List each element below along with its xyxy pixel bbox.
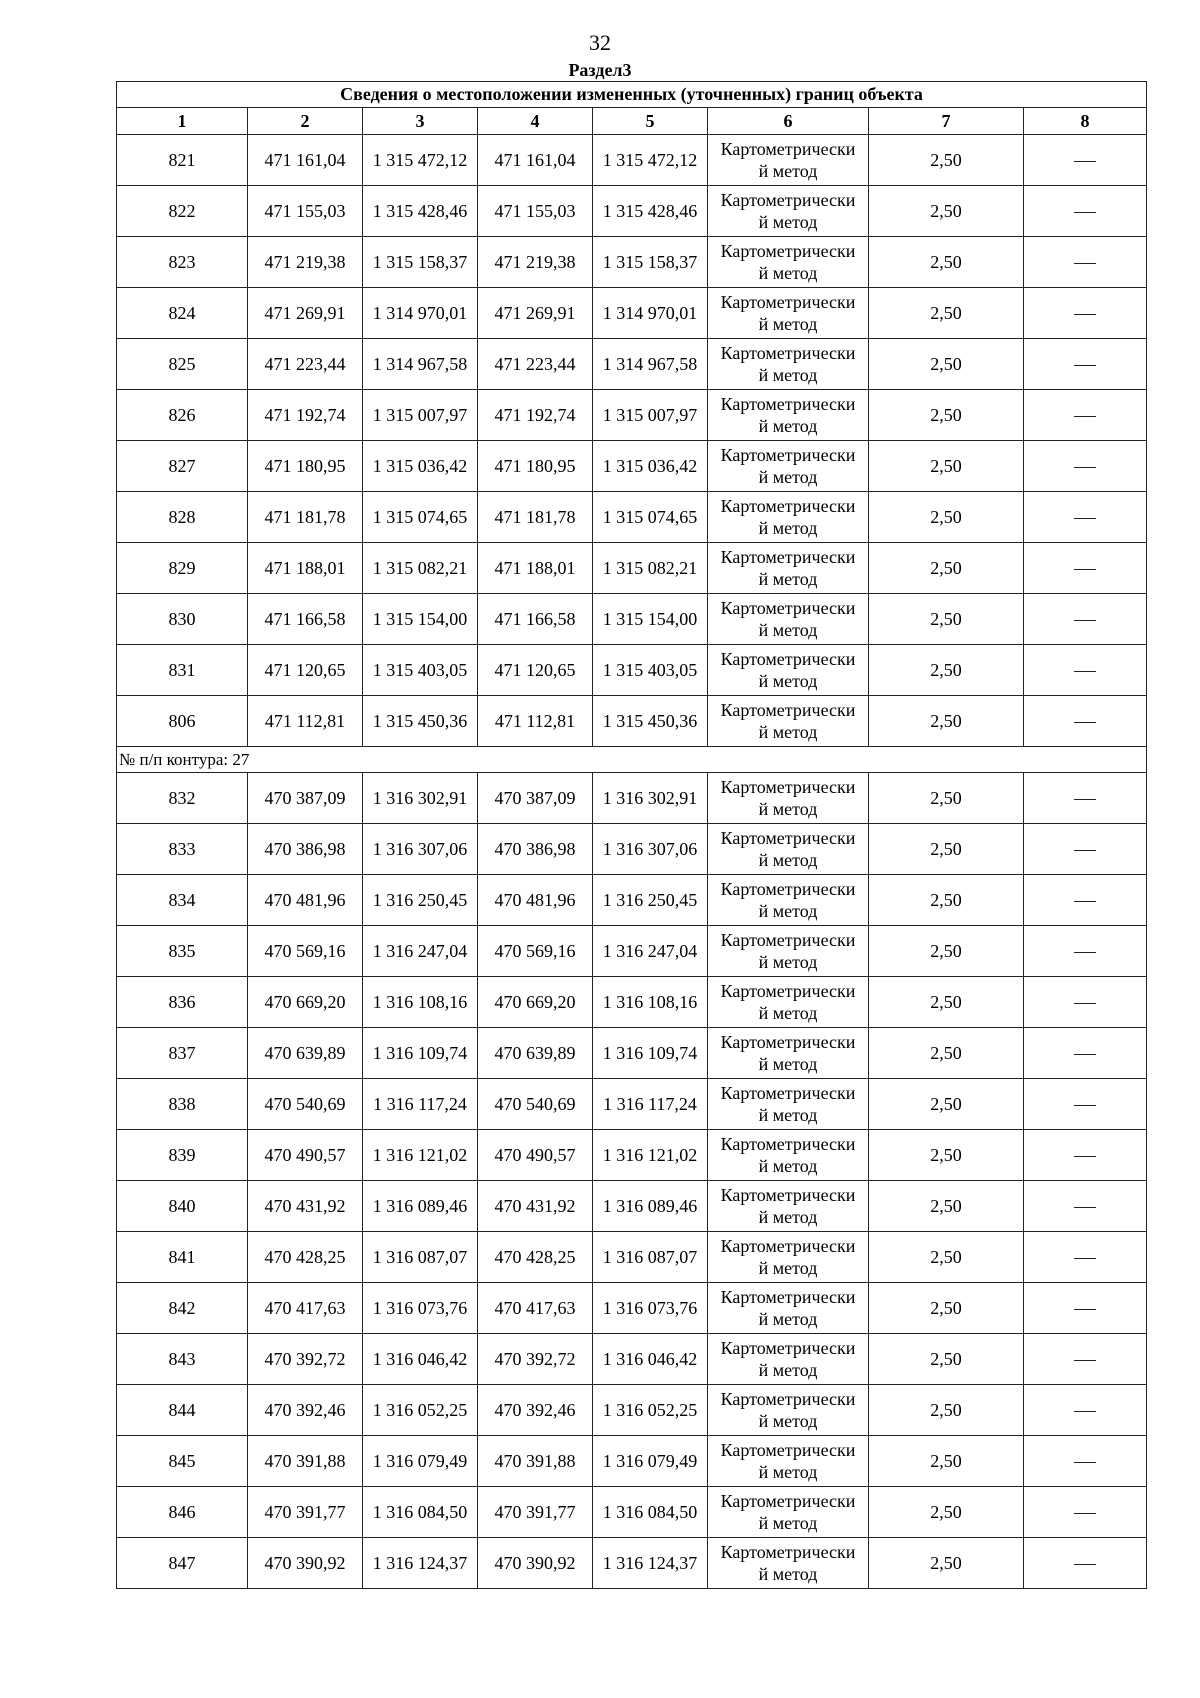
table-row bbox=[117, 1334, 1147, 1385]
table-row bbox=[117, 696, 1147, 747]
y-existing-cell: 1 315 428,46 bbox=[363, 186, 478, 237]
point-number-cell: 836 bbox=[117, 977, 248, 1028]
y-new-cell: 1 315 158,37 bbox=[593, 237, 708, 288]
section-title: Раздел3 bbox=[568, 60, 632, 80]
method-cell: Картометрически й метод bbox=[708, 237, 869, 288]
accuracy-cell: 2,50 bbox=[869, 875, 1024, 926]
x-new-cell: 470 386,98 bbox=[478, 824, 593, 875]
x-new-cell: 470 569,16 bbox=[478, 926, 593, 977]
contour-label: № п/п контура: 27 bbox=[117, 747, 1147, 773]
point-number-cell: 838 bbox=[117, 1079, 248, 1130]
x-new-cell: 470 417,63 bbox=[478, 1283, 593, 1334]
point-number-cell: 828 bbox=[117, 492, 248, 543]
y-new-cell: 1 316 079,49 bbox=[593, 1436, 708, 1487]
x-existing-cell: 470 417,63 bbox=[248, 1283, 363, 1334]
point-number-cell: 844 bbox=[117, 1385, 248, 1436]
y-existing-cell: 1 316 250,45 bbox=[363, 875, 478, 926]
y-new-cell: 1 315 082,21 bbox=[593, 543, 708, 594]
table-row bbox=[117, 645, 1147, 696]
y-new-cell: 1 315 472,12 bbox=[593, 135, 708, 186]
dash-mark bbox=[1074, 365, 1096, 366]
y-new-cell: 1 315 007,97 bbox=[593, 390, 708, 441]
table-row bbox=[117, 1436, 1147, 1487]
accuracy-cell: 2,50 bbox=[869, 390, 1024, 441]
dash-mark bbox=[1074, 1003, 1096, 1004]
y-new-cell: 1 316 084,50 bbox=[593, 1487, 708, 1538]
y-new-cell: 1 315 036,42 bbox=[593, 441, 708, 492]
method-cell: Картометрически й метод bbox=[708, 339, 869, 390]
x-new-cell: 471 192,74 bbox=[478, 390, 593, 441]
y-existing-cell: 1 316 117,24 bbox=[363, 1079, 478, 1130]
x-existing-cell: 471 180,95 bbox=[248, 441, 363, 492]
table-row bbox=[117, 390, 1147, 441]
dash-mark bbox=[1074, 161, 1096, 162]
description-cell bbox=[1024, 875, 1147, 926]
point-number-cell: 846 bbox=[117, 1487, 248, 1538]
table-row bbox=[117, 288, 1147, 339]
x-new-cell: 470 428,25 bbox=[478, 1232, 593, 1283]
y-new-cell: 1 314 967,58 bbox=[593, 339, 708, 390]
dash-mark bbox=[1074, 722, 1096, 723]
method-cell: Картометрически й метод bbox=[708, 926, 869, 977]
x-new-cell: 471 188,01 bbox=[478, 543, 593, 594]
x-new-cell: 471 120,65 bbox=[478, 645, 593, 696]
accuracy-cell: 2,50 bbox=[869, 926, 1024, 977]
method-cell: Картометрически й метод bbox=[708, 1436, 869, 1487]
y-existing-cell: 1 315 158,37 bbox=[363, 237, 478, 288]
accuracy-cell: 2,50 bbox=[869, 1334, 1024, 1385]
dash-mark bbox=[1074, 620, 1096, 621]
y-new-cell: 1 316 109,74 bbox=[593, 1028, 708, 1079]
x-existing-cell: 470 639,89 bbox=[248, 1028, 363, 1079]
method-cell: Картометрически й метод bbox=[708, 1283, 869, 1334]
page-number: 32 bbox=[589, 30, 611, 55]
accuracy-cell: 2,50 bbox=[869, 1436, 1024, 1487]
accuracy-cell: 2,50 bbox=[869, 1283, 1024, 1334]
y-new-cell: 1 315 403,05 bbox=[593, 645, 708, 696]
table-row bbox=[117, 977, 1147, 1028]
dash-mark bbox=[1074, 1360, 1096, 1361]
dash-mark bbox=[1074, 569, 1096, 570]
accuracy-cell: 2,50 bbox=[869, 339, 1024, 390]
x-new-cell: 470 392,72 bbox=[478, 1334, 593, 1385]
dash-mark bbox=[1074, 1207, 1096, 1208]
x-existing-cell: 470 481,96 bbox=[248, 875, 363, 926]
description-cell bbox=[1024, 594, 1147, 645]
y-existing-cell: 1 316 109,74 bbox=[363, 1028, 478, 1079]
description-cell bbox=[1024, 1130, 1147, 1181]
point-number-cell: 826 bbox=[117, 390, 248, 441]
point-number-cell: 840 bbox=[117, 1181, 248, 1232]
method-cell: Картометрически й метод bbox=[708, 390, 869, 441]
y-existing-cell: 1 316 052,25 bbox=[363, 1385, 478, 1436]
y-new-cell: 1 316 117,24 bbox=[593, 1079, 708, 1130]
table-row bbox=[117, 441, 1147, 492]
y-existing-cell: 1 315 154,00 bbox=[363, 594, 478, 645]
y-new-cell: 1 316 108,16 bbox=[593, 977, 708, 1028]
dash-mark bbox=[1074, 467, 1096, 468]
table-row bbox=[117, 492, 1147, 543]
accuracy-cell: 2,50 bbox=[869, 237, 1024, 288]
point-number-cell: 832 bbox=[117, 773, 248, 824]
point-number-cell: 842 bbox=[117, 1283, 248, 1334]
y-existing-cell: 1 315 450,36 bbox=[363, 696, 478, 747]
x-new-cell: 470 431,92 bbox=[478, 1181, 593, 1232]
x-existing-cell: 470 387,09 bbox=[248, 773, 363, 824]
description-cell bbox=[1024, 135, 1147, 186]
accuracy-cell: 2,50 bbox=[869, 1130, 1024, 1181]
dash-mark bbox=[1074, 671, 1096, 672]
table-row bbox=[117, 1028, 1147, 1079]
method-cell: Картометрически й метод bbox=[708, 1334, 869, 1385]
method-cell: Картометрически й метод bbox=[708, 696, 869, 747]
point-number-cell: 827 bbox=[117, 441, 248, 492]
table-row bbox=[117, 1079, 1147, 1130]
method-cell: Картометрически й метод bbox=[708, 543, 869, 594]
accuracy-cell: 2,50 bbox=[869, 186, 1024, 237]
point-number-cell: 837 bbox=[117, 1028, 248, 1079]
description-cell bbox=[1024, 977, 1147, 1028]
dash-mark bbox=[1074, 1054, 1096, 1055]
dash-mark bbox=[1074, 1513, 1096, 1514]
table-row bbox=[117, 773, 1147, 824]
y-new-cell: 1 316 250,45 bbox=[593, 875, 708, 926]
y-new-cell: 1 316 121,02 bbox=[593, 1130, 708, 1181]
point-number-cell: 806 bbox=[117, 696, 248, 747]
method-cell: Картометрически й метод bbox=[708, 1181, 869, 1232]
y-existing-cell: 1 315 036,42 bbox=[363, 441, 478, 492]
x-existing-cell: 470 669,20 bbox=[248, 977, 363, 1028]
x-existing-cell: 470 540,69 bbox=[248, 1079, 363, 1130]
x-existing-cell: 471 269,91 bbox=[248, 288, 363, 339]
y-existing-cell: 1 316 073,76 bbox=[363, 1283, 478, 1334]
y-new-cell: 1 316 124,37 bbox=[593, 1538, 708, 1589]
x-existing-cell: 471 219,38 bbox=[248, 237, 363, 288]
y-new-cell: 1 316 302,91 bbox=[593, 773, 708, 824]
x-new-cell: 470 392,46 bbox=[478, 1385, 593, 1436]
x-existing-cell: 471 181,78 bbox=[248, 492, 363, 543]
description-cell bbox=[1024, 1385, 1147, 1436]
method-cell: Картометрически й метод bbox=[708, 288, 869, 339]
x-existing-cell: 470 392,72 bbox=[248, 1334, 363, 1385]
description-cell bbox=[1024, 1283, 1147, 1334]
y-existing-cell: 1 316 302,91 bbox=[363, 773, 478, 824]
dash-mark bbox=[1074, 1105, 1096, 1106]
dash-mark bbox=[1074, 1462, 1096, 1463]
description-cell bbox=[1024, 1232, 1147, 1283]
table-row bbox=[117, 824, 1147, 875]
y-new-cell: 1 314 970,01 bbox=[593, 288, 708, 339]
accuracy-cell: 2,50 bbox=[869, 773, 1024, 824]
accuracy-cell: 2,50 bbox=[869, 824, 1024, 875]
method-cell: Картометрически й метод bbox=[708, 1538, 869, 1589]
y-existing-cell: 1 315 074,65 bbox=[363, 492, 478, 543]
y-new-cell: 1 316 307,06 bbox=[593, 824, 708, 875]
x-existing-cell: 471 188,01 bbox=[248, 543, 363, 594]
dash-mark bbox=[1074, 799, 1096, 800]
method-cell: Картометрически й метод bbox=[708, 875, 869, 926]
description-cell bbox=[1024, 237, 1147, 288]
description-cell bbox=[1024, 288, 1147, 339]
accuracy-cell: 2,50 bbox=[869, 1028, 1024, 1079]
dash-mark bbox=[1074, 1309, 1096, 1310]
x-new-cell: 470 669,20 bbox=[478, 977, 593, 1028]
x-new-cell: 471 269,91 bbox=[478, 288, 593, 339]
x-new-cell: 470 481,96 bbox=[478, 875, 593, 926]
description-cell bbox=[1024, 824, 1147, 875]
dash-mark bbox=[1074, 263, 1096, 264]
dash-mark bbox=[1074, 212, 1096, 213]
method-cell: Картометрически й метод bbox=[708, 441, 869, 492]
dash-mark bbox=[1074, 1258, 1096, 1259]
table-row bbox=[117, 1538, 1147, 1589]
dash-mark bbox=[1074, 518, 1096, 519]
point-number-cell: 845 bbox=[117, 1436, 248, 1487]
dash-mark bbox=[1074, 1411, 1096, 1412]
y-existing-cell: 1 315 007,97 bbox=[363, 390, 478, 441]
description-cell bbox=[1024, 492, 1147, 543]
table-row bbox=[117, 237, 1147, 288]
x-existing-cell: 471 192,74 bbox=[248, 390, 363, 441]
point-number-cell: 825 bbox=[117, 339, 248, 390]
x-new-cell: 470 390,92 bbox=[478, 1538, 593, 1589]
table-row bbox=[117, 543, 1147, 594]
description-cell bbox=[1024, 1028, 1147, 1079]
table-row bbox=[117, 926, 1147, 977]
point-number-cell: 823 bbox=[117, 237, 248, 288]
accuracy-cell: 2,50 bbox=[869, 288, 1024, 339]
method-cell: Картометрически й метод bbox=[708, 492, 869, 543]
table-row bbox=[117, 135, 1147, 186]
column-header-2: 2 bbox=[248, 108, 363, 135]
accuracy-cell: 2,50 bbox=[869, 1232, 1024, 1283]
y-new-cell: 1 316 073,76 bbox=[593, 1283, 708, 1334]
point-number-cell: 830 bbox=[117, 594, 248, 645]
y-existing-cell: 1 316 247,04 bbox=[363, 926, 478, 977]
description-cell bbox=[1024, 1487, 1147, 1538]
table-row bbox=[117, 1283, 1147, 1334]
point-number-cell: 829 bbox=[117, 543, 248, 594]
column-header-1: 1 bbox=[117, 108, 248, 135]
y-existing-cell: 1 316 089,46 bbox=[363, 1181, 478, 1232]
dash-mark bbox=[1074, 1564, 1096, 1565]
x-new-cell: 470 639,89 bbox=[478, 1028, 593, 1079]
point-number-cell: 822 bbox=[117, 186, 248, 237]
description-cell bbox=[1024, 441, 1147, 492]
x-new-cell: 471 161,04 bbox=[478, 135, 593, 186]
description-cell bbox=[1024, 773, 1147, 824]
method-cell: Картометрически й метод bbox=[708, 186, 869, 237]
point-number-cell: 833 bbox=[117, 824, 248, 875]
table-row bbox=[117, 339, 1147, 390]
x-new-cell: 471 155,03 bbox=[478, 186, 593, 237]
x-new-cell: 471 223,44 bbox=[478, 339, 593, 390]
accuracy-cell: 2,50 bbox=[869, 1487, 1024, 1538]
x-existing-cell: 470 390,92 bbox=[248, 1538, 363, 1589]
y-existing-cell: 1 316 046,42 bbox=[363, 1334, 478, 1385]
accuracy-cell: 2,50 bbox=[869, 696, 1024, 747]
point-number-cell: 839 bbox=[117, 1130, 248, 1181]
table-caption: Сведения о местоположении измененных (уточненных) границ объекта bbox=[117, 82, 1147, 108]
column-header-7: 7 bbox=[869, 108, 1024, 135]
dash-mark bbox=[1074, 901, 1096, 902]
accuracy-cell: 2,50 bbox=[869, 135, 1024, 186]
dash-mark bbox=[1074, 416, 1096, 417]
description-cell bbox=[1024, 696, 1147, 747]
coordinates-table bbox=[116, 81, 1147, 1589]
y-existing-cell: 1 316 307,06 bbox=[363, 824, 478, 875]
x-existing-cell: 471 166,58 bbox=[248, 594, 363, 645]
y-new-cell: 1 316 247,04 bbox=[593, 926, 708, 977]
x-existing-cell: 470 431,92 bbox=[248, 1181, 363, 1232]
dash-mark bbox=[1074, 952, 1096, 953]
description-cell bbox=[1024, 1334, 1147, 1385]
y-existing-cell: 1 315 082,21 bbox=[363, 543, 478, 594]
accuracy-cell: 2,50 bbox=[869, 594, 1024, 645]
x-existing-cell: 471 155,03 bbox=[248, 186, 363, 237]
y-new-cell: 1 315 154,00 bbox=[593, 594, 708, 645]
table-row bbox=[117, 1385, 1147, 1436]
point-number-cell: 843 bbox=[117, 1334, 248, 1385]
method-cell: Картометрически й метод bbox=[708, 977, 869, 1028]
y-new-cell: 1 316 046,42 bbox=[593, 1334, 708, 1385]
x-existing-cell: 471 120,65 bbox=[248, 645, 363, 696]
x-new-cell: 471 166,58 bbox=[478, 594, 593, 645]
method-cell: Картометрически й метод bbox=[708, 645, 869, 696]
y-new-cell: 1 316 087,07 bbox=[593, 1232, 708, 1283]
description-cell bbox=[1024, 926, 1147, 977]
dash-mark bbox=[1074, 1156, 1096, 1157]
description-cell bbox=[1024, 1538, 1147, 1589]
x-new-cell: 471 180,95 bbox=[478, 441, 593, 492]
dash-mark bbox=[1074, 850, 1096, 851]
x-existing-cell: 470 569,16 bbox=[248, 926, 363, 977]
table-row bbox=[117, 1232, 1147, 1283]
table-row bbox=[117, 1487, 1147, 1538]
x-existing-cell: 470 391,77 bbox=[248, 1487, 363, 1538]
x-new-cell: 471 219,38 bbox=[478, 237, 593, 288]
description-cell bbox=[1024, 186, 1147, 237]
description-cell bbox=[1024, 1181, 1147, 1232]
method-cell: Картометрически й метод bbox=[708, 1385, 869, 1436]
point-number-cell: 835 bbox=[117, 926, 248, 977]
point-number-cell: 821 bbox=[117, 135, 248, 186]
method-cell: Картометрически й метод bbox=[708, 1487, 869, 1538]
column-header-5: 5 bbox=[593, 108, 708, 135]
method-cell: Картометрически й метод bbox=[708, 824, 869, 875]
table-row bbox=[117, 186, 1147, 237]
table-row bbox=[117, 1130, 1147, 1181]
x-new-cell: 470 387,09 bbox=[478, 773, 593, 824]
description-cell bbox=[1024, 543, 1147, 594]
accuracy-cell: 2,50 bbox=[869, 543, 1024, 594]
accuracy-cell: 2,50 bbox=[869, 1538, 1024, 1589]
x-existing-cell: 471 161,04 bbox=[248, 135, 363, 186]
table-row bbox=[117, 875, 1147, 926]
column-header-6: 6 bbox=[708, 108, 869, 135]
method-cell: Картометрически й метод bbox=[708, 1079, 869, 1130]
x-existing-cell: 470 490,57 bbox=[248, 1130, 363, 1181]
x-existing-cell: 470 428,25 bbox=[248, 1232, 363, 1283]
x-new-cell: 471 112,81 bbox=[478, 696, 593, 747]
description-cell bbox=[1024, 390, 1147, 441]
x-existing-cell: 471 223,44 bbox=[248, 339, 363, 390]
x-existing-cell: 470 392,46 bbox=[248, 1385, 363, 1436]
method-cell: Картометрически й метод bbox=[708, 594, 869, 645]
accuracy-cell: 2,50 bbox=[869, 441, 1024, 492]
point-number-cell: 824 bbox=[117, 288, 248, 339]
x-new-cell: 470 391,88 bbox=[478, 1436, 593, 1487]
y-new-cell: 1 315 450,36 bbox=[593, 696, 708, 747]
x-new-cell: 471 181,78 bbox=[478, 492, 593, 543]
accuracy-cell: 2,50 bbox=[869, 492, 1024, 543]
method-cell: Картометрически й метод bbox=[708, 1130, 869, 1181]
column-header-3: 3 bbox=[363, 108, 478, 135]
description-cell bbox=[1024, 1079, 1147, 1130]
accuracy-cell: 2,50 bbox=[869, 645, 1024, 696]
method-cell: Картометрически й метод bbox=[708, 773, 869, 824]
point-number-cell: 847 bbox=[117, 1538, 248, 1589]
y-new-cell: 1 315 074,65 bbox=[593, 492, 708, 543]
description-cell bbox=[1024, 645, 1147, 696]
table-row bbox=[117, 594, 1147, 645]
y-existing-cell: 1 316 124,37 bbox=[363, 1538, 478, 1589]
description-cell bbox=[1024, 339, 1147, 390]
column-header-8: 8 bbox=[1024, 108, 1147, 135]
accuracy-cell: 2,50 bbox=[869, 1385, 1024, 1436]
y-existing-cell: 1 316 121,02 bbox=[363, 1130, 478, 1181]
x-new-cell: 470 540,69 bbox=[478, 1079, 593, 1130]
x-new-cell: 470 490,57 bbox=[478, 1130, 593, 1181]
method-cell: Картометрически й метод bbox=[708, 1232, 869, 1283]
point-number-cell: 831 bbox=[117, 645, 248, 696]
x-existing-cell: 470 386,98 bbox=[248, 824, 363, 875]
table-row bbox=[117, 1181, 1147, 1232]
dash-mark bbox=[1074, 314, 1096, 315]
x-existing-cell: 471 112,81 bbox=[248, 696, 363, 747]
y-existing-cell: 1 316 079,49 bbox=[363, 1436, 478, 1487]
description-cell bbox=[1024, 1436, 1147, 1487]
y-existing-cell: 1 315 403,05 bbox=[363, 645, 478, 696]
accuracy-cell: 2,50 bbox=[869, 977, 1024, 1028]
y-new-cell: 1 315 428,46 bbox=[593, 186, 708, 237]
y-existing-cell: 1 315 472,12 bbox=[363, 135, 478, 186]
column-header-4: 4 bbox=[478, 108, 593, 135]
y-existing-cell: 1 316 084,50 bbox=[363, 1487, 478, 1538]
point-number-cell: 834 bbox=[117, 875, 248, 926]
x-new-cell: 470 391,77 bbox=[478, 1487, 593, 1538]
point-number-cell: 841 bbox=[117, 1232, 248, 1283]
method-cell: Картометрически й метод bbox=[708, 135, 869, 186]
y-existing-cell: 1 316 087,07 bbox=[363, 1232, 478, 1283]
y-existing-cell: 1 314 970,01 bbox=[363, 288, 478, 339]
y-existing-cell: 1 314 967,58 bbox=[363, 339, 478, 390]
accuracy-cell: 2,50 bbox=[869, 1181, 1024, 1232]
accuracy-cell: 2,50 bbox=[869, 1079, 1024, 1130]
y-new-cell: 1 316 052,25 bbox=[593, 1385, 708, 1436]
y-new-cell: 1 316 089,46 bbox=[593, 1181, 708, 1232]
x-existing-cell: 470 391,88 bbox=[248, 1436, 363, 1487]
contour-row bbox=[117, 747, 1147, 773]
y-existing-cell: 1 316 108,16 bbox=[363, 977, 478, 1028]
method-cell: Картометрически й метод bbox=[708, 1028, 869, 1079]
